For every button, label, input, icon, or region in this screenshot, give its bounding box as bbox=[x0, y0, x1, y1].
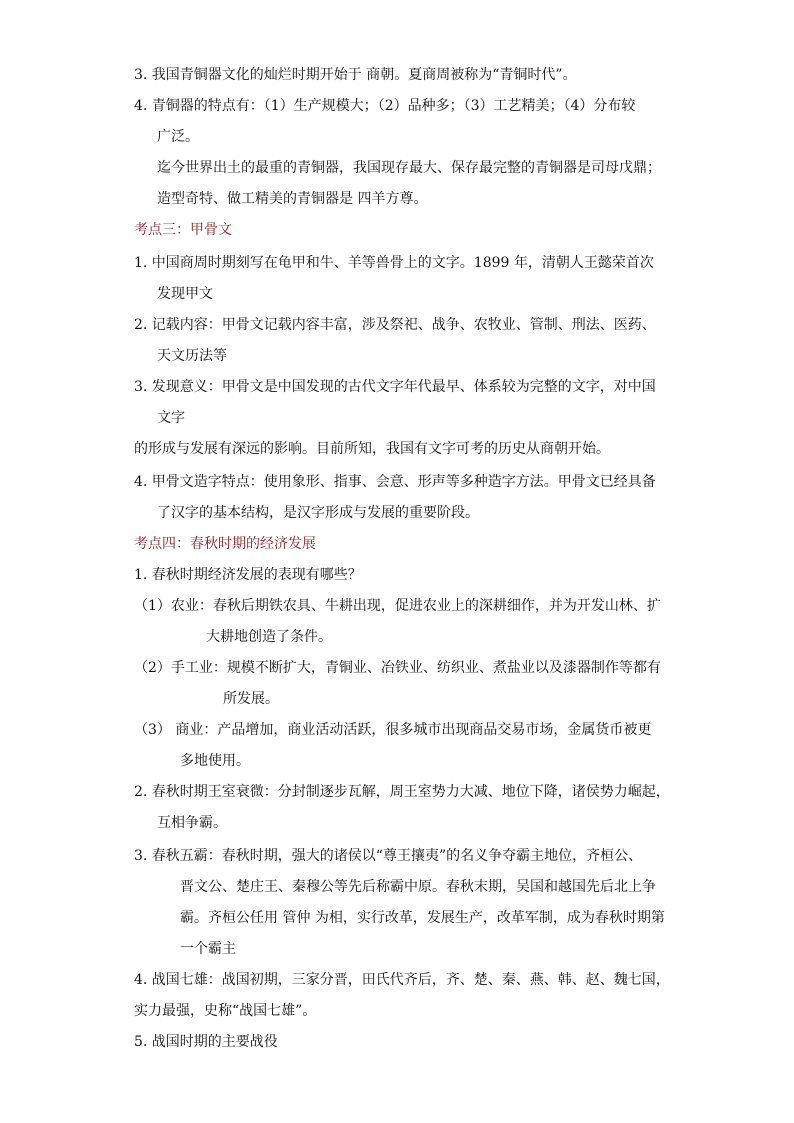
seven-warring-states-item: 4. 战国七雄：战国初期，三家分晋，田氏代齐后，齐、楚、秦、燕、韩、赵、魏七国， bbox=[134, 972, 670, 988]
royal-decline-item: 2. 春秋时期王室衰微：分封制逐步瓦解，周王室势力大减、地位下降，诸侯势力崛起， bbox=[134, 784, 670, 800]
royal-decline-item-cont: 互相争霸。 bbox=[157, 815, 227, 831]
oracle-item-3-cont2: 的形成与发展有深远的影响。目前所知，我国有文字可考的历史从商朝开始。 bbox=[134, 441, 610, 457]
section-heading-spring-autumn-economy: 考点四：春秋时期的经济发展 bbox=[134, 536, 316, 552]
item-4-bronze-features-cont: 广泛。 bbox=[157, 129, 199, 145]
economy-handicraft-cont: 所发展。 bbox=[223, 691, 279, 707]
economy-item-1: 1. 春秋时期经济发展的表现有哪些？ bbox=[134, 567, 362, 583]
seven-warring-states-item-cont: 实力最强，史称“战国七雄”。 bbox=[134, 1003, 317, 1019]
oracle-item-4: 4. 甲骨文造字特点：使用象形、指事、会意、形声等多种造字方法。甲骨文已经具备 bbox=[134, 474, 656, 490]
five-hegemons-item-cont: 晋文公、楚庄王、秦穆公等先后称霸中原。春秋末期，吴国和越国先后北上争 bbox=[180, 879, 656, 895]
oracle-item-3: 3. 发现意义：甲骨文是中国发现的古代文字年代最早、体系较为完整的文字，对中国 bbox=[134, 379, 656, 395]
oracle-item-1-cont: 发现甲文 bbox=[157, 286, 213, 302]
bronze-heaviest-paragraph-cont: 造型奇特、做工精美的青铜器是 四羊方尊。 bbox=[157, 191, 428, 207]
economy-agriculture: （1）农业：春秋后期铁农具、牛耕出现，促进农业上的深耕细作，并为开发山林、扩 bbox=[134, 598, 661, 614]
economy-agriculture-cont: 大耕地创造了条件。 bbox=[206, 629, 332, 645]
bronze-heaviest-paragraph: 迄今世界出土的最重的青铜器，我国现存最大、保存最完整的青铜器是司母戊鼎； bbox=[157, 160, 661, 176]
oracle-item-2-cont: 天文历法等 bbox=[157, 348, 227, 364]
oracle-item-4-cont: 了汉字的基本结构，是汉字形成与发展的重要阶段。 bbox=[157, 505, 479, 521]
five-hegemons-item-cont2: 霸。齐桓公任用 管仲 为相，实行改革，发展生产，改革军制，成为春秋时期第 bbox=[180, 910, 665, 926]
item-4-bronze-features: 4. 青铜器的特点有：（1）生产规模大；（2）品种多；（3）工艺精美；（4）分布较 bbox=[134, 98, 636, 114]
warring-states-battles-item: 5. 战国时期的主要战役 bbox=[134, 1034, 278, 1050]
oracle-item-1: 1. 中国商周时期刻写在龟甲和牛、羊等兽骨上的文字。1899 年，清朝人王懿荣首次 bbox=[134, 255, 654, 271]
five-hegemons-item-cont3: 一个霸主 bbox=[180, 941, 236, 957]
oracle-item-2: 2. 记载内容：甲骨文记载内容丰富，涉及祭祀、战争、农牧业、管制、刑法、医药、 bbox=[134, 317, 656, 333]
economy-handicraft: （2）手工业：规模不断扩大，青铜业、冶铁业、纺织业、煮盐业以及漆器制作等都有 bbox=[134, 660, 661, 676]
oracle-item-3-cont: 文字 bbox=[157, 410, 185, 426]
item-3-bronze-era: 3. 我国青铜器文化的灿烂时期开始于 商朝。夏商周被称为“青铜时代”。 bbox=[134, 67, 577, 83]
economy-commerce: （3） 商业：产品增加，商业活动活跃，很多城市出现商品交易市场，金属货币被更 bbox=[134, 722, 652, 738]
five-hegemons-item: 3. 春秋五霸：春秋时期，强大的诸侯以“尊王攘夷”的名义争夺霸主地位，齐桓公、 bbox=[134, 848, 643, 864]
section-heading-oracle-bone: 考点三：甲骨文 bbox=[134, 222, 232, 238]
economy-commerce-cont: 多地使用。 bbox=[180, 753, 250, 769]
